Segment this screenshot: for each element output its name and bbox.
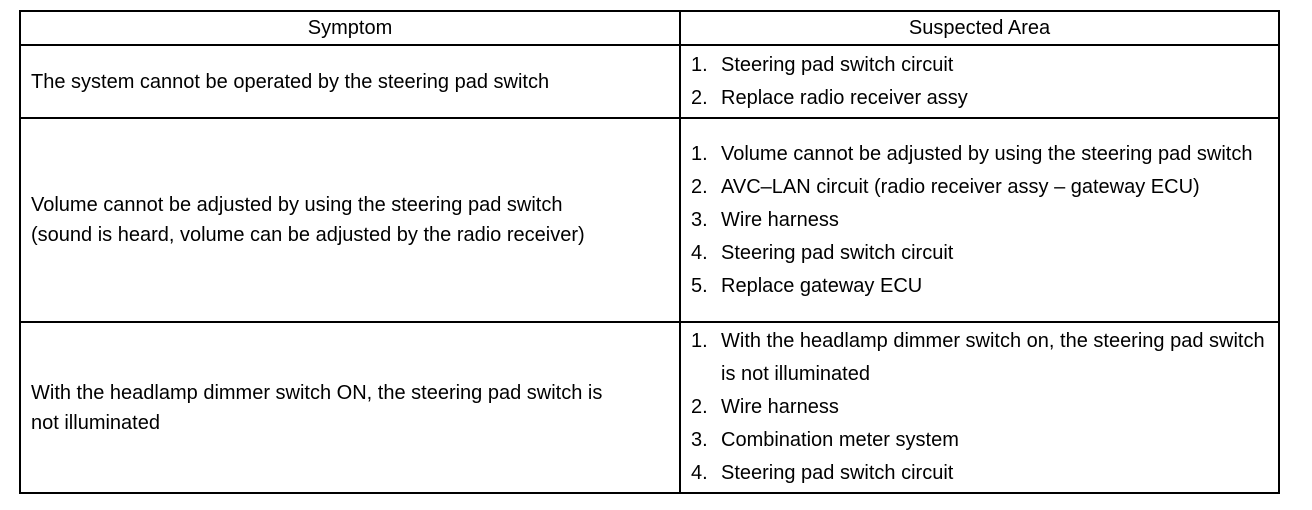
item-number: 1.: [691, 330, 708, 352]
list-item: [691, 325, 1270, 391]
item-text: Volume cannot be adjusted by using the steering pad switch: [721, 142, 1253, 165]
item-text: Replace radio receiver assy: [721, 86, 968, 109]
header-suspected-area: Suspected Area: [680, 11, 1279, 45]
suspected-area-list: [691, 49, 1270, 115]
document-page: [19, 10, 1278, 494]
symptom-text: (sound is heard, volume can be adjusted by the radio receiver): [31, 224, 585, 246]
list-item: [691, 138, 1270, 171]
item-text: Steering pad switch circuit: [721, 462, 954, 484]
item-text: Wire harness: [721, 208, 839, 231]
suspected-area-cell: [680, 322, 1279, 493]
suspected-area-cell: [680, 118, 1279, 322]
symptom-table: [19, 10, 1280, 494]
list-item: [691, 237, 1270, 270]
list-item: [691, 204, 1270, 237]
symptom-cell: [20, 45, 680, 118]
list-item: [691, 49, 1270, 82]
symptom-cell: [20, 322, 680, 493]
list-item: [691, 391, 1270, 424]
item-number: 4.: [691, 241, 708, 264]
symptom-text: With the headlamp dimmer switch ON, the steering pad switch is: [31, 381, 603, 404]
item-text: AVC–LAN circuit (radio receiver assy – gateway ECU): [721, 175, 1200, 198]
item-number: 2.: [691, 396, 708, 418]
table-header-row: [20, 11, 1279, 45]
item-text: Replace gateway ECU: [721, 274, 923, 297]
suspected-area-list: [691, 325, 1270, 490]
list-item: [691, 270, 1270, 303]
symptom-text: Volume cannot be adjusted by using the steering pad switch: [31, 194, 563, 216]
list-item: [691, 171, 1270, 204]
item-text: Wire harness: [721, 396, 839, 418]
symptom-text: not illuminated: [31, 411, 160, 434]
item-number: 3.: [691, 208, 708, 231]
suspected-area-list: [691, 138, 1270, 303]
symptom-text: The system cannot be operated by the steering pad switch: [31, 70, 550, 93]
item-number: 1.: [691, 53, 708, 76]
item-number: 4.: [691, 462, 708, 484]
list-item: [691, 457, 1270, 490]
table-row: [20, 118, 1279, 322]
suspected-area-cell: [680, 45, 1279, 118]
symptom-cell: [20, 118, 680, 322]
item-text: Steering pad switch circuit: [721, 53, 954, 76]
item-text: Steering pad switch circuit: [721, 241, 954, 264]
header-symptom: Symptom: [20, 11, 680, 45]
item-text: With the headlamp dimmer switch on, the steering pad switch is not illuminated: [721, 330, 1265, 385]
item-number: 3.: [691, 429, 708, 451]
item-text: Combination meter system: [721, 429, 959, 451]
table-row: [20, 322, 1279, 493]
item-number: 1.: [691, 142, 708, 165]
list-item: [691, 82, 1270, 115]
item-number: 2.: [691, 86, 708, 109]
item-number: 5.: [691, 274, 708, 297]
item-number: 2.: [691, 175, 708, 198]
list-item: [691, 424, 1270, 457]
table-row: [20, 45, 1279, 118]
